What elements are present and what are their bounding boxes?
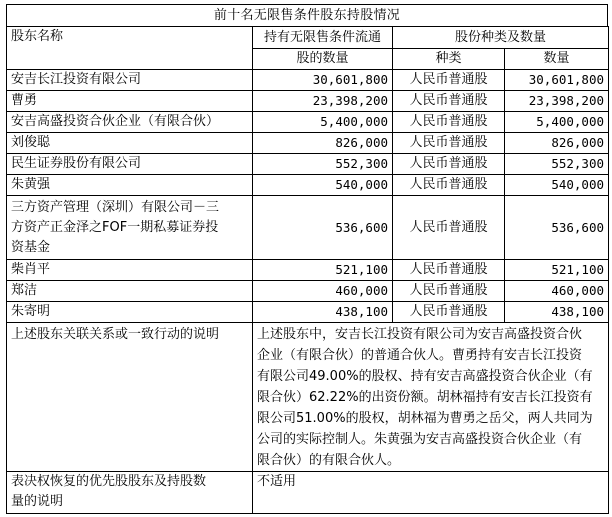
- holder-name-cell: 柴肖平: [7, 260, 253, 281]
- header-holding-qty-line2: 股的数量: [253, 49, 393, 70]
- header-share-type-group: 股份种类及数量: [393, 27, 609, 49]
- table-row: [7, 175, 609, 196]
- share-qty-cell: 552,300: [505, 154, 609, 175]
- relation-text-line: 限合伙）的有限合伙人。: [257, 453, 401, 468]
- share-kind-cell: 人民币普通股: [393, 91, 505, 112]
- holding-qty-cell: 552,300: [253, 154, 393, 175]
- holding-qty-cell: 536,600: [253, 196, 393, 260]
- header-share-qty: 数量: [505, 49, 609, 70]
- preferred-label-line: 表决权恢复的优先股股东及持股数: [11, 474, 207, 489]
- relation-text: [253, 323, 609, 472]
- holder-name-cell: [7, 196, 253, 260]
- share-qty-cell: 540,000: [505, 175, 609, 196]
- share-qty-cell: 30,601,800: [505, 70, 609, 91]
- share-qty-cell: 438,100: [505, 302, 609, 323]
- header-holding-qty-line1: 持有无限售条件流通: [253, 27, 393, 49]
- relation-text-line: 企业（有限合伙）的普通合伙人。曹勇持有安吉长江投资: [257, 348, 583, 363]
- relation-label: 上述股东关联关系或一致行动的说明: [7, 323, 253, 472]
- holding-qty-cell: 521,100: [253, 260, 393, 281]
- table-title: 前十名无限售条件股东持股情况: [6, 4, 608, 26]
- share-kind-cell: 人民币普通股: [393, 175, 505, 196]
- relation-text-line: 限公司51.00%的股权，胡林福为曹勇之岳父，两人共同为: [257, 411, 593, 426]
- relation-row: [7, 323, 609, 472]
- share-kind-cell: 人民币普通股: [393, 112, 505, 133]
- share-kind-cell: 人民币普通股: [393, 196, 505, 260]
- share-kind-cell: 人民币普通股: [393, 302, 505, 323]
- table-row: [7, 154, 609, 175]
- holder-name-cell: 朱黄强: [7, 175, 253, 196]
- holding-qty-cell: 826,000: [253, 133, 393, 154]
- holding-qty-cell: 540,000: [253, 175, 393, 196]
- share-qty-cell: 826,000: [505, 133, 609, 154]
- relation-text-line: 上述股东中，安吉长江投资有限公司为安吉高盛投资合伙: [257, 327, 583, 342]
- holder-name-cell: 安吉高盛投资合伙企业（有限合伙）: [7, 112, 253, 133]
- holder-name-cell: 刘俊聪: [7, 133, 253, 154]
- header-share-kind: 种类: [393, 49, 505, 70]
- table-row: [7, 70, 609, 91]
- preferred-value: 不适用: [253, 472, 609, 514]
- preferred-label-line: 量的说明: [11, 494, 64, 509]
- holder-name-line: 方资产正金泽之FOF一期私募证券投: [11, 219, 219, 235]
- relation-text-line: 限合伙）62.22%的出资份额。胡林福持有安吉长江投资有: [257, 390, 593, 405]
- table-row: [7, 260, 609, 281]
- holding-qty-cell: 460,000: [253, 281, 393, 302]
- table-row: [7, 133, 609, 154]
- holding-qty-cell: 23,398,200: [253, 91, 393, 112]
- share-qty-cell: 536,600: [505, 196, 609, 260]
- table-row: [7, 112, 609, 133]
- share-kind-cell: 人民币普通股: [393, 154, 505, 175]
- holding-qty-cell: 30,601,800: [253, 70, 393, 91]
- share-qty-cell: 23,398,200: [505, 91, 609, 112]
- holding-qty-cell: 438,100: [253, 302, 393, 323]
- relation-text-line: 有限公司49.00%的股权、持有安吉高盛投资合伙企业（有: [257, 369, 593, 384]
- preferred-label: [7, 472, 253, 514]
- share-kind-cell: 人民币普通股: [393, 70, 505, 91]
- table-row: [7, 196, 609, 260]
- table-row: [7, 91, 609, 112]
- holder-name-cell: 朱寄明: [7, 302, 253, 323]
- holder-name-line: 三方资产管理（深圳）有限公司－三: [11, 199, 220, 215]
- holder-name-cell: 民生证券股份有限公司: [7, 154, 253, 175]
- relation-text-line: 公司的实际控制人。朱黄强为安吉高盛投资合伙企业（有: [257, 432, 583, 447]
- holder-name-line: 资基金: [11, 239, 51, 255]
- table-row: [7, 281, 609, 302]
- share-qty-cell: 460,000: [505, 281, 609, 302]
- table-row: [7, 302, 609, 323]
- share-kind-cell: 人民币普通股: [393, 281, 505, 302]
- share-qty-cell: 5,400,000: [505, 112, 609, 133]
- shareholder-table: [6, 26, 609, 514]
- share-qty-cell: 521,100: [505, 260, 609, 281]
- holding-qty-cell: 5,400,000: [253, 112, 393, 133]
- holder-name-cell: 郑洁: [7, 281, 253, 302]
- share-kind-cell: 人民币普通股: [393, 260, 505, 281]
- holder-name-cell: 曹勇: [7, 91, 253, 112]
- share-kind-cell: 人民币普通股: [393, 133, 505, 154]
- holder-name-cell: 安吉长江投资有限公司: [7, 70, 253, 91]
- header-holder-name: 股东名称: [7, 27, 253, 70]
- preferred-row: [7, 472, 609, 514]
- header-row-1: [7, 27, 609, 49]
